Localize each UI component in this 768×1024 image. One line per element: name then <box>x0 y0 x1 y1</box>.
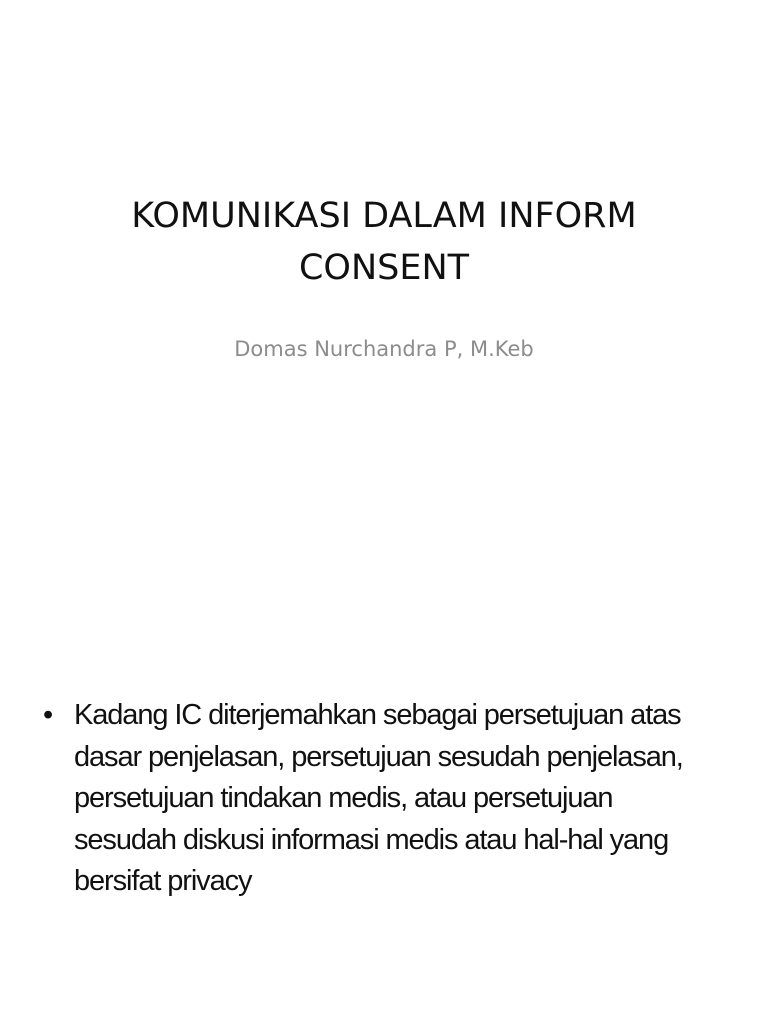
slide-title-line-1: KOMUNIKASI DALAM INFORM <box>131 196 637 236</box>
slide-title <box>40 190 728 294</box>
slide-subtitle: Domas Nurchandra P, M.Keb <box>234 337 534 361</box>
bullet-list <box>40 695 720 903</box>
bullet-item <box>40 695 720 903</box>
bullet-marker: • <box>43 699 53 731</box>
slide-title-line-2: CONSENT <box>298 248 470 288</box>
bullet-text: Kadang IC diterjemahkan sebagai persetujuan atas dasar penjelasan, persetujuan sesudah penjelasan, persetujuan tindakan medis, atau persetujuan sesudah diskusi informasi medis atau hal-hal yang bersifat privacy <box>74 699 683 897</box>
